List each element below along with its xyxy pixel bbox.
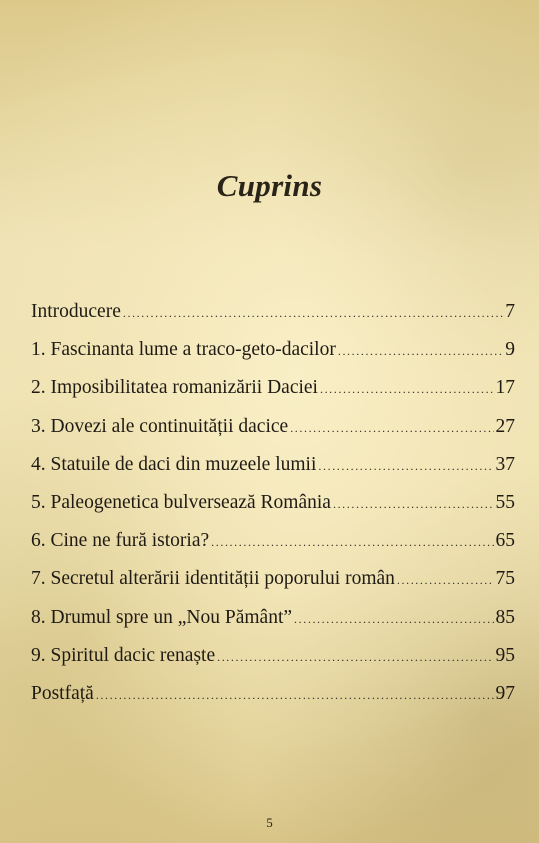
dot-leader	[333, 497, 494, 512]
dot-leader	[96, 688, 494, 703]
toc-entry	[31, 607, 515, 645]
toc-entry	[31, 416, 515, 454]
table-of-contents	[31, 301, 515, 721]
toc-entry-label: 5. Paleogenetica bulversează România	[31, 491, 331, 513]
toc-entry	[31, 339, 515, 377]
toc-entry-page: 37	[495, 453, 515, 475]
toc-entry	[31, 492, 515, 530]
toc-entry-page: 17	[495, 377, 515, 399]
page-title: Cuprins	[216, 168, 323, 203]
toc-entry-page: 95	[495, 644, 515, 666]
toc-entry-page: 9	[505, 339, 515, 361]
toc-entry-page: 27	[495, 415, 515, 437]
toc-entry-page: 85	[495, 606, 515, 628]
dot-leader	[320, 382, 494, 397]
dot-leader	[217, 650, 493, 665]
toc-entry-page: 55	[495, 491, 515, 513]
toc-entry-label: 3. Dovezi ale continuității dacice	[31, 415, 289, 437]
toc-entry-label: 4. Statuile de daci din muzeele lumii	[31, 453, 317, 475]
page-number: 5	[266, 815, 273, 830]
toc-entry-page: 75	[495, 568, 515, 590]
toc-entry-page: 7	[505, 301, 515, 322]
toc-entry	[31, 454, 515, 492]
dot-leader	[397, 573, 494, 588]
toc-entry-label: 1. Fascinanta lume a traco-geto-dacilor	[31, 339, 336, 361]
toc-entry-label: 6. Cine ne fură istoria?	[31, 530, 210, 552]
toc-entry-label: 2. Imposibilitatea romanizării Daciei	[31, 377, 318, 399]
dot-leader	[338, 344, 503, 359]
toc-entry-label: 7. Secretul alterării identității poporului român	[31, 568, 395, 590]
toc-entry	[31, 683, 515, 721]
toc-entry	[31, 377, 515, 415]
toc-entry	[31, 568, 515, 606]
toc-entry-label: Postfață	[31, 682, 94, 704]
toc-entry-page: 65	[495, 530, 515, 552]
dot-leader	[211, 535, 493, 550]
toc-entry-label: 8. Drumul spre un „Nou Pământ”	[31, 606, 293, 628]
dot-leader	[290, 421, 493, 436]
dot-leader	[123, 306, 503, 321]
toc-entry-label: 9. Spiritul dacic renaște	[31, 644, 216, 666]
toc-entry	[31, 530, 515, 568]
toc-entry-page: 97	[495, 682, 515, 704]
toc-entry	[31, 645, 515, 683]
toc-entry-label: Introducere	[31, 301, 121, 322]
toc-entry	[31, 301, 515, 339]
dot-leader	[294, 612, 493, 627]
dot-leader	[318, 459, 493, 474]
